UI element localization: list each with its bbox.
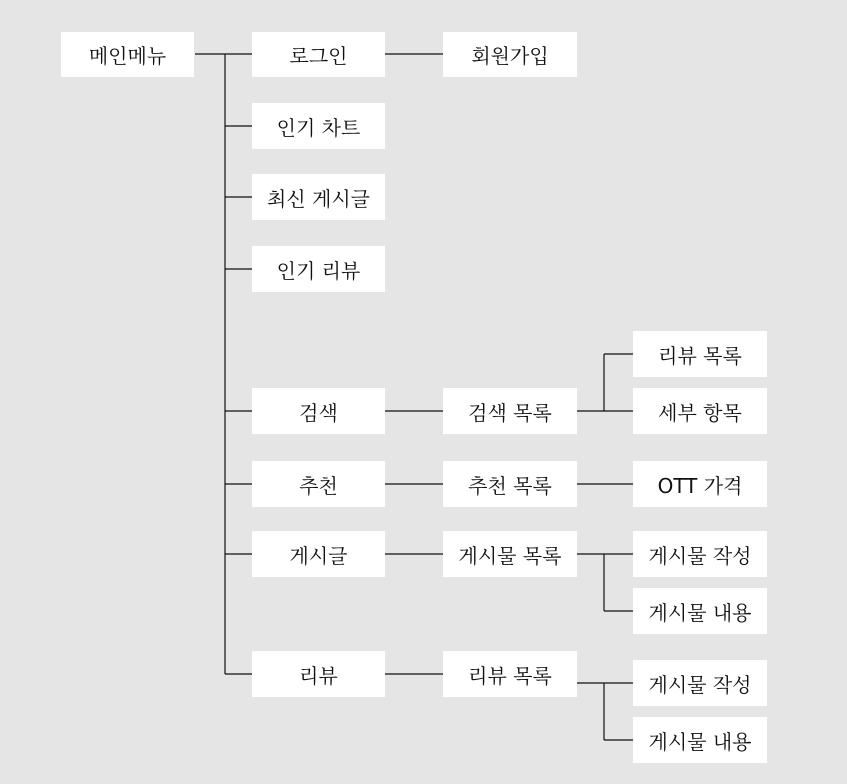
node-post-write: 게시물 작성 (633, 531, 767, 577)
node-popular-reviews: 인기 리뷰 (252, 246, 385, 292)
node-search: 검색 (252, 388, 385, 434)
node-reviews: 리뷰 (252, 651, 385, 697)
node-post-content: 게시물 내용 (633, 588, 767, 634)
node-search-detail: 세부 항목 (633, 388, 767, 434)
node-recommend: 추천 (252, 461, 385, 507)
node-review-post-write: 게시물 작성 (633, 660, 767, 706)
node-latest-posts: 최신 게시글 (252, 174, 385, 220)
node-signup: 회원가입 (443, 32, 577, 77)
node-search-list: 검색 목록 (443, 388, 577, 434)
node-posts: 게시글 (252, 531, 385, 577)
node-ott-price: OTT 가격 (633, 461, 767, 507)
node-review-post-content: 게시물 내용 (633, 717, 767, 763)
node-login: 로그인 (252, 32, 385, 77)
node-post-list: 게시물 목록 (443, 531, 577, 577)
node-review-list: 리뷰 목록 (443, 651, 577, 697)
node-recommend-list: 추천 목록 (443, 461, 577, 507)
node-search-review-list: 리뷰 목록 (633, 331, 767, 377)
node-popular-chart: 인기 차트 (252, 103, 385, 149)
node-main-menu: 메인메뉴 (61, 32, 194, 77)
